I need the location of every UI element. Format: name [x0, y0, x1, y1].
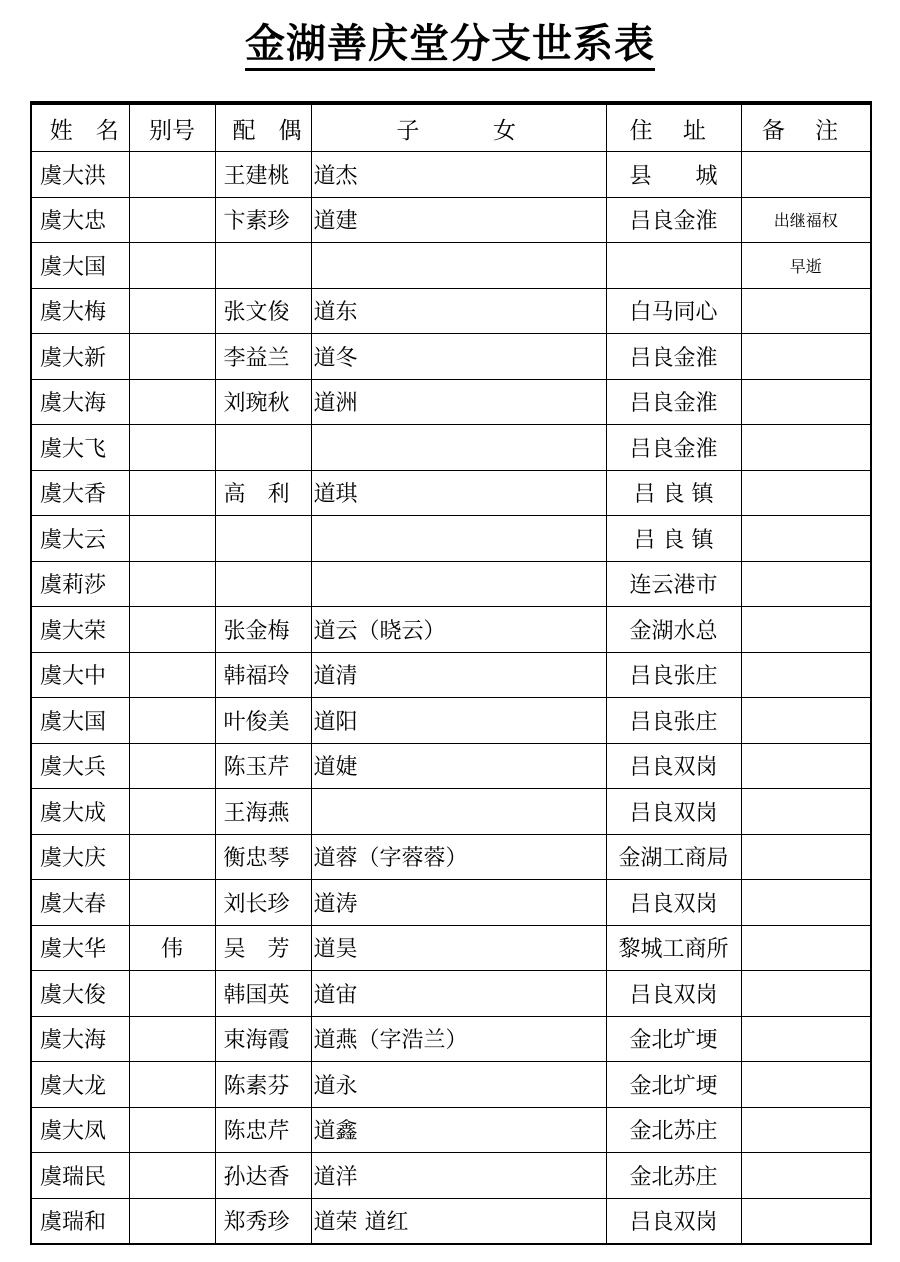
cell-children: 道云（晓云） — [311, 607, 606, 653]
cell-alias — [129, 516, 215, 562]
cell-address: 白马同心 — [606, 288, 741, 334]
table-row — [31, 470, 871, 516]
genealogy-table — [30, 101, 872, 1245]
cell-name: 虞大中 — [31, 652, 129, 698]
cell-children: 道洲 — [311, 379, 606, 425]
cell-alias — [129, 652, 215, 698]
header-name: 姓 名 — [31, 103, 129, 152]
cell-address: 吕良金淮 — [606, 197, 741, 243]
cell-note — [741, 516, 871, 562]
cell-alias — [129, 561, 215, 607]
document-title — [0, 18, 900, 70]
cell-children: 道阳 — [311, 698, 606, 744]
cell-note: 出继福权 — [741, 197, 871, 243]
cell-children: 道昊 — [311, 925, 606, 971]
cell-name: 虞瑞和 — [31, 1198, 129, 1244]
header-children: 子女 — [311, 103, 606, 152]
cell-address: 吕良双岗 — [606, 1198, 741, 1244]
cell-address: 吕良双岗 — [606, 971, 741, 1017]
cell-spouse: 张金梅 — [215, 607, 311, 653]
cell-alias — [129, 379, 215, 425]
table-row — [31, 1153, 871, 1199]
cell-spouse: 陈玉芹 — [215, 743, 311, 789]
cell-address: 金北圹埂 — [606, 1062, 741, 1108]
header-alias: 别号 — [129, 103, 215, 152]
table-row — [31, 197, 871, 243]
cell-children: 道清 — [311, 652, 606, 698]
cell-alias — [129, 470, 215, 516]
cell-note — [741, 561, 871, 607]
cell-address: 连云港市 — [606, 561, 741, 607]
table-row — [31, 880, 871, 926]
cell-address: 金北苏庄 — [606, 1153, 741, 1199]
table-row — [31, 1107, 871, 1153]
cell-alias — [129, 334, 215, 380]
cell-spouse: 衡忠琴 — [215, 834, 311, 880]
table-header — [31, 103, 871, 152]
cell-spouse: 王建桃 — [215, 152, 311, 198]
cell-spouse: 孙达香 — [215, 1153, 311, 1199]
cell-children: 道婕 — [311, 743, 606, 789]
cell-name: 虞大国 — [31, 698, 129, 744]
table-row — [31, 288, 871, 334]
cell-children: 道洋 — [311, 1153, 606, 1199]
cell-name: 虞大飞 — [31, 425, 129, 471]
cell-children: 道鑫 — [311, 1107, 606, 1153]
cell-name: 虞大春 — [31, 880, 129, 926]
cell-name: 虞大华 — [31, 925, 129, 971]
cell-name: 虞大俊 — [31, 971, 129, 1017]
cell-name: 虞莉莎 — [31, 561, 129, 607]
cell-spouse — [215, 425, 311, 471]
cell-note — [741, 1062, 871, 1108]
cell-children: 道建 — [311, 197, 606, 243]
table-row — [31, 698, 871, 744]
cell-spouse: 李益兰 — [215, 334, 311, 380]
cell-name: 虞大凤 — [31, 1107, 129, 1153]
cell-children: 道东 — [311, 288, 606, 334]
table-row — [31, 243, 871, 289]
table-row — [31, 834, 871, 880]
cell-spouse: 束海霞 — [215, 1016, 311, 1062]
cell-address: 吕良张庄 — [606, 698, 741, 744]
cell-address: 金湖水总 — [606, 607, 741, 653]
table-row — [31, 789, 871, 835]
table-row — [31, 425, 871, 471]
cell-address: 吕良金淮 — [606, 425, 741, 471]
table-row — [31, 971, 871, 1017]
cell-spouse — [215, 516, 311, 562]
cell-alias — [129, 698, 215, 744]
cell-spouse: 郑秀珍 — [215, 1198, 311, 1244]
cell-note — [741, 379, 871, 425]
cell-note — [741, 880, 871, 926]
cell-note — [741, 334, 871, 380]
cell-alias — [129, 834, 215, 880]
cell-name: 虞大海 — [31, 1016, 129, 1062]
cell-alias — [129, 743, 215, 789]
cell-name: 虞大龙 — [31, 1062, 129, 1108]
cell-name: 虞大梅 — [31, 288, 129, 334]
cell-name: 虞瑞民 — [31, 1153, 129, 1199]
cell-children: 道蓉（字蓉蓉） — [311, 834, 606, 880]
cell-note — [741, 743, 871, 789]
cell-address: 吕良张庄 — [606, 652, 741, 698]
document-title-text: 金湖善庆堂分支世系表 — [245, 21, 655, 71]
cell-alias — [129, 243, 215, 289]
cell-address: 吕良金淮 — [606, 379, 741, 425]
cell-address: 县 城 — [606, 152, 741, 198]
cell-name: 虞大海 — [31, 379, 129, 425]
cell-note — [741, 698, 871, 744]
table-row — [31, 152, 871, 198]
cell-note — [741, 288, 871, 334]
cell-alias — [129, 607, 215, 653]
cell-children: 道琪 — [311, 470, 606, 516]
cell-address: 吕良双岗 — [606, 880, 741, 926]
cell-children: 道杰 — [311, 152, 606, 198]
table-body — [31, 152, 871, 1245]
cell-alias — [129, 1198, 215, 1244]
cell-spouse: 刘琬秋 — [215, 379, 311, 425]
cell-address: 金湖工商局 — [606, 834, 741, 880]
cell-note — [741, 971, 871, 1017]
cell-name: 虞大国 — [31, 243, 129, 289]
table-row — [31, 743, 871, 789]
cell-name: 虞大洪 — [31, 152, 129, 198]
cell-address: 吕良金淮 — [606, 334, 741, 380]
cell-note — [741, 1153, 871, 1199]
cell-note — [741, 1107, 871, 1153]
cell-children: 道燕（字浩兰） — [311, 1016, 606, 1062]
cell-address: 金北苏庄 — [606, 1107, 741, 1153]
cell-alias — [129, 1153, 215, 1199]
cell-children: 道永 — [311, 1062, 606, 1108]
cell-alias: 伟 — [129, 925, 215, 971]
cell-note — [741, 425, 871, 471]
cell-note — [741, 607, 871, 653]
cell-alias — [129, 152, 215, 198]
cell-address: 吕良双岗 — [606, 743, 741, 789]
cell-spouse: 吴 芳 — [215, 925, 311, 971]
cell-name: 虞大新 — [31, 334, 129, 380]
cell-note — [741, 789, 871, 835]
cell-spouse: 韩福玲 — [215, 652, 311, 698]
cell-spouse: 卞素珍 — [215, 197, 311, 243]
cell-address: 吕 良 镇 — [606, 470, 741, 516]
cell-children — [311, 561, 606, 607]
header-spouse: 配 偶 — [215, 103, 311, 152]
cell-spouse: 高 利 — [215, 470, 311, 516]
cell-alias — [129, 1107, 215, 1153]
cell-alias — [129, 1016, 215, 1062]
header-row — [31, 103, 871, 152]
table-row — [31, 334, 871, 380]
table-row — [31, 652, 871, 698]
cell-children — [311, 516, 606, 562]
header-note: 备 注 — [741, 103, 871, 152]
cell-children — [311, 243, 606, 289]
cell-spouse: 陈素芬 — [215, 1062, 311, 1108]
header-address: 住 址 — [606, 103, 741, 152]
cell-name: 虞大云 — [31, 516, 129, 562]
cell-children — [311, 789, 606, 835]
cell-name: 虞大香 — [31, 470, 129, 516]
cell-note — [741, 1198, 871, 1244]
cell-spouse: 韩国英 — [215, 971, 311, 1017]
cell-spouse: 刘长珍 — [215, 880, 311, 926]
cell-name: 虞大成 — [31, 789, 129, 835]
cell-children: 道冬 — [311, 334, 606, 380]
cell-address — [606, 243, 741, 289]
table-row — [31, 1016, 871, 1062]
cell-name: 虞大荣 — [31, 607, 129, 653]
cell-children: 道涛 — [311, 880, 606, 926]
cell-name: 虞大兵 — [31, 743, 129, 789]
cell-spouse: 叶俊美 — [215, 698, 311, 744]
table-row — [31, 516, 871, 562]
cell-address: 黎城工商所 — [606, 925, 741, 971]
cell-name: 虞大忠 — [31, 197, 129, 243]
cell-note — [741, 1016, 871, 1062]
cell-spouse — [215, 561, 311, 607]
table-row — [31, 379, 871, 425]
cell-note — [741, 925, 871, 971]
cell-spouse: 张文俊 — [215, 288, 311, 334]
cell-note — [741, 152, 871, 198]
cell-alias — [129, 971, 215, 1017]
cell-children: 道宙 — [311, 971, 606, 1017]
cell-alias — [129, 789, 215, 835]
table-row — [31, 1062, 871, 1108]
table-row — [31, 925, 871, 971]
cell-spouse: 王海燕 — [215, 789, 311, 835]
cell-spouse: 陈忠芹 — [215, 1107, 311, 1153]
table-row — [31, 607, 871, 653]
cell-note: 早逝 — [741, 243, 871, 289]
cell-alias — [129, 288, 215, 334]
cell-note — [741, 834, 871, 880]
table-row — [31, 561, 871, 607]
cell-address: 吕 良 镇 — [606, 516, 741, 562]
cell-address: 吕良双岗 — [606, 789, 741, 835]
cell-alias — [129, 425, 215, 471]
cell-alias — [129, 880, 215, 926]
cell-name: 虞大庆 — [31, 834, 129, 880]
cell-address: 金北圹埂 — [606, 1016, 741, 1062]
table-row — [31, 1198, 871, 1244]
cell-alias — [129, 1062, 215, 1108]
cell-note — [741, 652, 871, 698]
cell-alias — [129, 197, 215, 243]
cell-note — [741, 470, 871, 516]
cell-children: 道荣 道红 — [311, 1198, 606, 1244]
cell-spouse — [215, 243, 311, 289]
cell-children — [311, 425, 606, 471]
